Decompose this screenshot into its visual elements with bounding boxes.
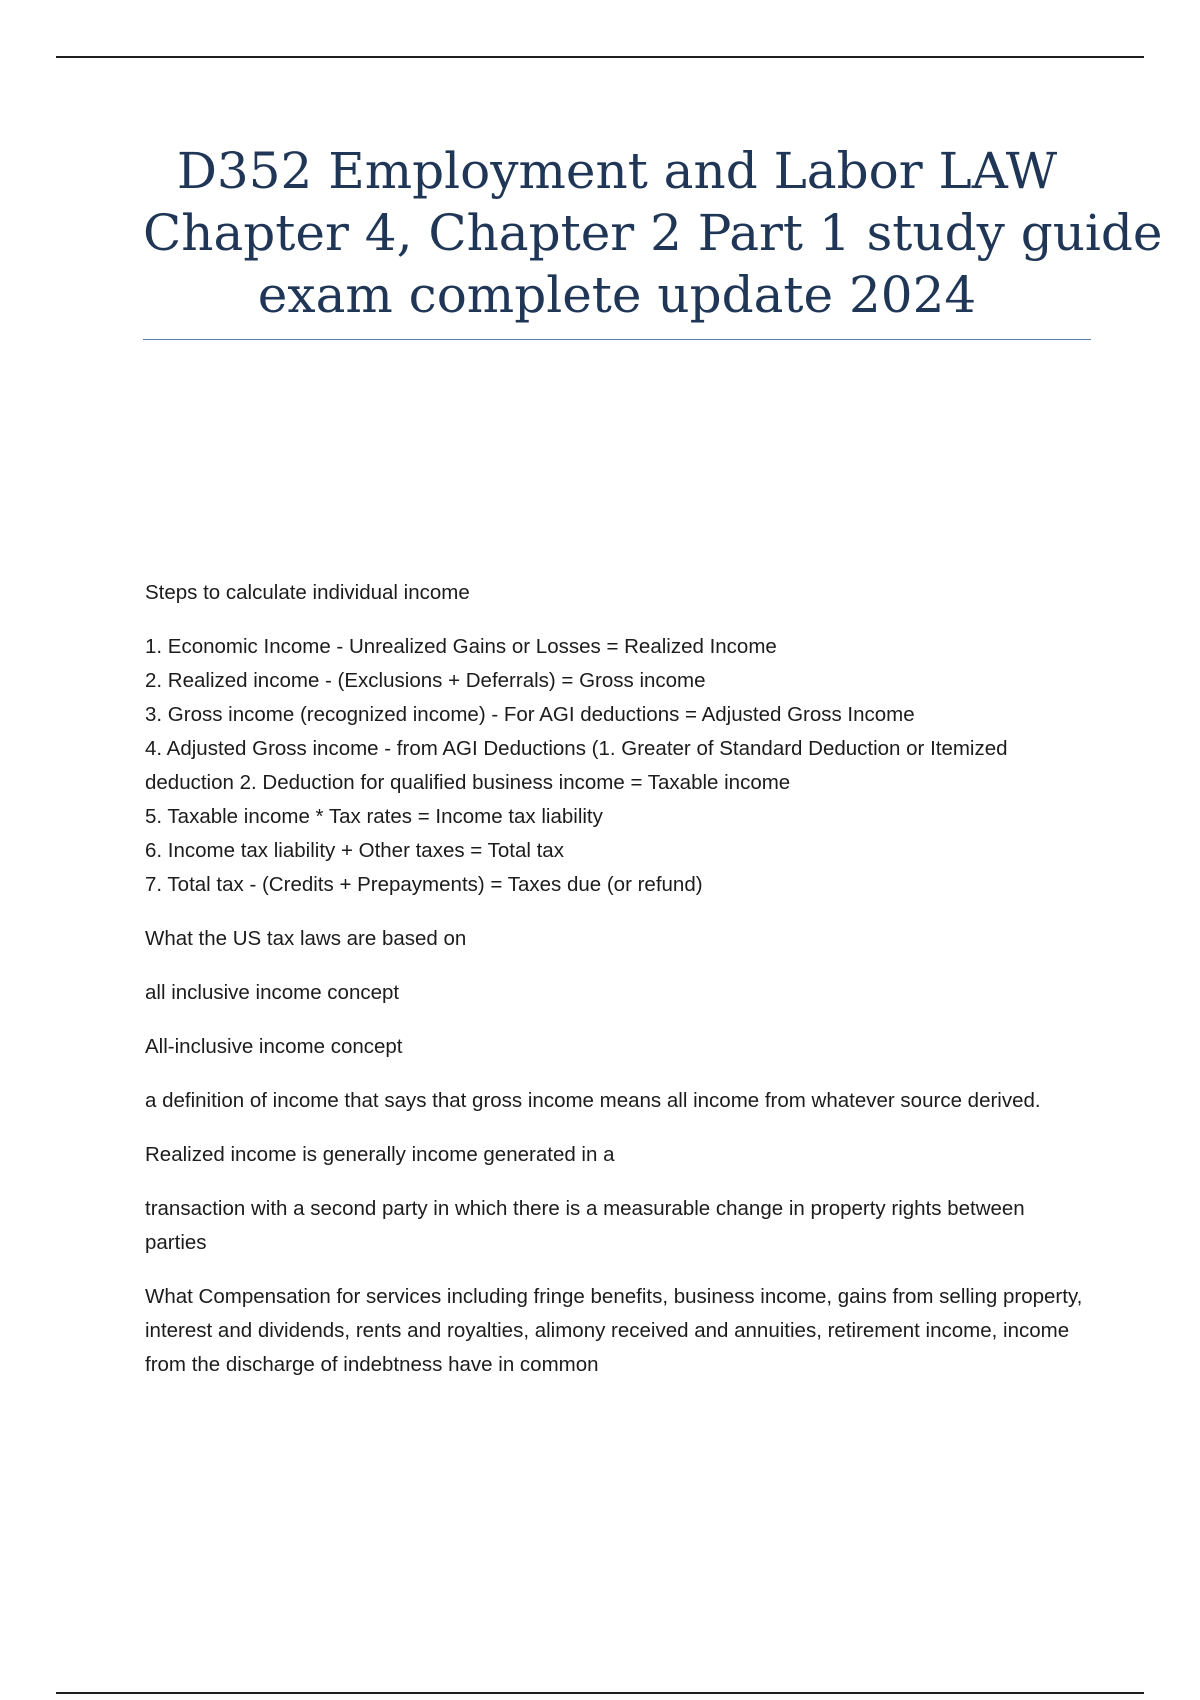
step-item: 5. Taxable income * Tax rates = Income tax liability	[145, 805, 603, 828]
document-title	[143, 140, 1163, 326]
step-item: 4. Adjusted Gross income - from AGI Deductions (1. Greater of Standard Deduction or Itemized deduction 2. Deduction for qualified business income = Taxable income	[145, 737, 1008, 794]
question-text: Realized income is generally income generated in a	[145, 1143, 615, 1166]
intro-text: Steps to calculate individual income	[145, 581, 470, 604]
question-text: What the US tax laws are based on	[145, 927, 467, 950]
title-line-2: Chapter 4, Chapter 2 Part 1 study guide	[143, 204, 1163, 262]
answer-text: a definition of income that says that gross income means all income from whatever source derived.	[145, 1089, 1041, 1112]
question-text: All-inclusive income concept	[145, 1035, 403, 1058]
step-item: 2. Realized income - (Exclusions + Deferrals) = Gross income	[145, 669, 706, 692]
step-item: 7. Total tax - (Credits + Prepayments) = Taxes due (or refund)	[145, 873, 703, 896]
title-underline	[143, 339, 1091, 340]
answer-text: all inclusive income concept	[145, 981, 400, 1004]
step-item: 3. Gross income (recognized income) - For AGI deductions = Adjusted Gross Income	[145, 703, 915, 726]
header-rule	[56, 56, 1144, 58]
steps-list	[145, 630, 1085, 902]
title-line-1: D352 Employment and Labor LAW	[176, 142, 1058, 200]
step-item: 6. Income tax liability + Other taxes = Total tax	[145, 839, 564, 862]
step-item: 1. Economic Income - Unrealized Gains or Losses = Realized Income	[145, 635, 777, 658]
title-line-3: exam complete update 2024	[257, 266, 977, 324]
footer-rule	[56, 1692, 1144, 1694]
document-body	[145, 576, 1085, 1402]
answer-text: transaction with a second party in which there is a measurable change in property rights between parties	[145, 1197, 1025, 1254]
question-text: What Compensation for services including fringe benefits, business income, gains from selling property, interest and dividends, rents and royalties, alimony received and annuities, retirement income, income from the discharge of indebtness have in common	[145, 1285, 1083, 1376]
